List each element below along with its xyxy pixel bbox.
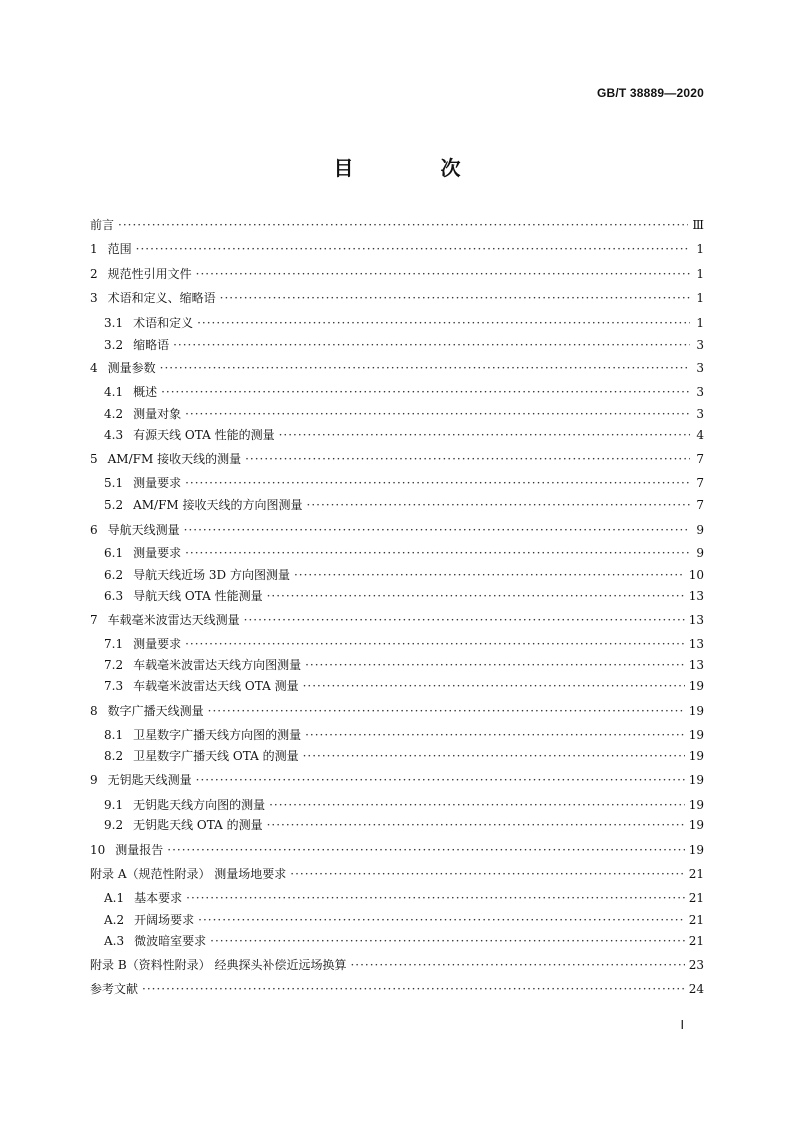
toc-entry-page: 21 — [688, 867, 704, 881]
toc-leader-dots — [167, 840, 684, 860]
toc-entry[interactable] — [90, 288, 704, 308]
toc-leader-dots — [305, 655, 685, 675]
toc-entry[interactable] — [104, 335, 704, 355]
toc-entry[interactable] — [90, 840, 704, 860]
toc-leader-dots — [173, 335, 690, 355]
toc-entry-page: 7 — [696, 476, 704, 490]
toc-entry-page: 1 — [696, 242, 704, 256]
toc-leader-dots — [197, 313, 690, 333]
toc-entry-label: 导航天线 OTA 性能测量 — [133, 589, 263, 603]
toc-entry-label: 微波暗室要求 — [134, 934, 207, 948]
toc-leader-dots — [185, 473, 690, 493]
toc-entry-label: 无钥匙天线测量 — [107, 773, 192, 787]
toc-leader-dots — [186, 888, 685, 908]
toc-leader-dots — [267, 815, 685, 835]
toc-entry-label: 卫星数字广播天线方向图的测量 — [133, 728, 302, 742]
toc-entry-page: 24 — [688, 982, 704, 996]
toc-entry-label: 基本要求 — [134, 891, 183, 905]
toc-entry-label: 测量要求 — [133, 546, 182, 560]
toc-entry-label: 有源天线 OTA 性能的测量 — [133, 428, 275, 442]
toc-entry-label: AM/FM 接收天线的测量 — [107, 452, 242, 466]
toc-leader-dots — [303, 746, 685, 766]
toc-entry-label: 测量参数 — [107, 361, 156, 375]
toc-leader-dots — [184, 520, 690, 540]
toc-entry[interactable] — [104, 543, 704, 563]
toc-leader-dots — [118, 215, 688, 235]
toc-entry-number: A.1 — [104, 891, 125, 905]
toc-leader-dots — [160, 358, 690, 378]
toc-entry-label: 卫星数字广播天线 OTA 的测量 — [133, 749, 299, 763]
toc-entry-page: 7 — [696, 498, 704, 512]
toc-entry-number: 5 — [90, 452, 98, 466]
toc-leader-dots — [196, 264, 690, 284]
toc-entry[interactable] — [104, 655, 704, 675]
toc-entry-label: 范围 — [107, 242, 132, 256]
toc-entry-number: 8.1 — [104, 728, 124, 742]
toc-entry-page: 21 — [688, 913, 704, 927]
toc-entry-number: 6.3 — [104, 589, 124, 603]
toc-entry-label: 缩略语 — [133, 338, 170, 352]
toc-entry[interactable] — [104, 404, 704, 424]
toc-entry-page: 19 — [688, 843, 704, 857]
toc-title: 目 次 — [333, 156, 501, 180]
toc-entry-number: 4.3 — [104, 428, 124, 442]
toc-entry-number: 2 — [90, 267, 98, 281]
toc-entry-number: 7 — [90, 613, 98, 627]
toc-entry-label: 前言 — [90, 218, 115, 232]
toc-entry-number: 9.1 — [104, 798, 124, 812]
toc-entry[interactable] — [104, 910, 704, 930]
toc-entry[interactable] — [104, 382, 704, 402]
toc-leader-dots — [185, 543, 690, 563]
toc-leader-dots — [161, 382, 690, 402]
toc-entry-number: 1 — [90, 242, 98, 256]
toc-leader-dots — [136, 239, 690, 259]
toc-entry[interactable] — [90, 979, 704, 999]
toc-entry-page: 13 — [688, 637, 704, 651]
toc-entry-number: 3.1 — [104, 316, 124, 330]
toc-entry-page: 19 — [688, 773, 704, 787]
toc-entry-label: 导航天线测量 — [107, 523, 180, 537]
toc-entry-page: 3 — [696, 338, 704, 352]
toc-entry-number: A.3 — [104, 934, 125, 948]
toc-leader-dots — [220, 288, 690, 308]
standard-code: GB/T 38889—2020 — [596, 86, 704, 100]
toc-entry-number: 9 — [90, 773, 98, 787]
toc-leader-dots — [269, 795, 685, 815]
toc-entry-page: 19 — [688, 798, 704, 812]
toc-leader-dots — [303, 676, 685, 696]
toc-entry-label: 数字广播天线测量 — [107, 704, 204, 718]
toc-entry[interactable] — [104, 425, 704, 445]
toc-entry-label: 测量要求 — [133, 476, 182, 490]
toc-entry[interactable] — [104, 473, 704, 493]
toc-entry-label: 测量对象 — [133, 407, 182, 421]
toc-entry[interactable] — [104, 746, 704, 766]
toc-leader-dots — [142, 979, 685, 999]
toc-entry-label: 车载毫米波雷达天线 OTA 测量 — [133, 679, 299, 693]
toc-entry-page: 19 — [688, 728, 704, 742]
toc-entry-number: 6.2 — [104, 568, 124, 582]
toc-entry-page: 23 — [688, 958, 704, 972]
toc-entry-label: 参考文献 — [90, 982, 139, 996]
toc-leader-dots — [208, 701, 685, 721]
toc-entry-number: 6.1 — [104, 546, 124, 560]
toc-entry[interactable] — [90, 610, 704, 630]
toc-entry-page: 19 — [688, 749, 704, 763]
toc-entry-label: 车载毫米波雷达天线测量 — [107, 613, 240, 627]
toc-entry[interactable] — [90, 449, 704, 469]
toc-entry-label: 测量要求 — [133, 637, 182, 651]
toc-entry[interactable] — [104, 634, 704, 654]
toc-entry-page: 3 — [696, 361, 704, 375]
toc-leader-dots — [294, 565, 685, 585]
toc-entry-page: 7 — [696, 452, 704, 466]
toc-entry-number: 6 — [90, 523, 98, 537]
toc-leader-dots — [198, 910, 685, 930]
toc-leader-dots — [290, 864, 684, 884]
toc-entry-label: 规范性引用文件 — [107, 267, 192, 281]
toc-entry-label: 无钥匙天线方向图的测量 — [133, 798, 266, 812]
toc-entry-page: 3 — [696, 385, 704, 399]
toc-leader-dots — [196, 770, 685, 790]
toc-entry-number: 4.1 — [104, 385, 124, 399]
toc-entry-number: 8.2 — [104, 749, 124, 763]
toc-entry[interactable] — [90, 955, 704, 975]
toc-entry-number: 4.2 — [104, 407, 124, 421]
toc-leader-dots — [185, 404, 690, 424]
toc-entry[interactable] — [90, 215, 704, 235]
toc-entry[interactable] — [104, 565, 704, 585]
toc-entry-number: 5.2 — [104, 498, 124, 512]
toc-entry[interactable] — [90, 770, 704, 790]
toc-entry-number: 3.2 — [104, 338, 124, 352]
toc-leader-dots — [307, 495, 690, 515]
toc-entry-page: 19 — [688, 679, 704, 693]
toc-entry-label: 导航天线近场 3D 方向图测量 — [133, 568, 290, 582]
toc-entry[interactable] — [104, 676, 704, 696]
toc-entry-number: 7.2 — [104, 658, 124, 672]
toc-entry[interactable] — [104, 931, 704, 951]
toc-leader-dots — [185, 634, 685, 654]
toc-entry-number: 10 — [90, 843, 106, 857]
toc-entry-label: 附录 A（规范性附录） 测量场地要求 — [90, 867, 287, 881]
toc-entry-page: 1 — [696, 316, 704, 330]
toc-entry-label: 开阔场要求 — [134, 913, 195, 927]
toc-entry-page: 4 — [696, 428, 704, 442]
toc-entry-number: 7.3 — [104, 679, 124, 693]
toc-entry[interactable] — [104, 888, 704, 908]
page-folio: Ⅰ — [680, 1018, 684, 1032]
toc-entry-page: 21 — [688, 891, 704, 905]
toc-entry-label: 无钥匙天线 OTA 的测量 — [133, 818, 263, 832]
toc-entry-number: 8 — [90, 704, 98, 718]
toc-entry-number: A.2 — [104, 913, 125, 927]
toc-entry-page: 1 — [696, 267, 704, 281]
toc-leader-dots — [350, 955, 684, 975]
toc-entry-page: 21 — [688, 934, 704, 948]
toc-entry[interactable] — [90, 520, 704, 540]
toc-entry-label: AM/FM 接收天线的方向图测量 — [133, 498, 303, 512]
toc-entry-number: 4 — [90, 361, 98, 375]
toc-entry-label: 附录 B（资料性附录） 经典探头补偿近远场换算 — [90, 958, 347, 972]
toc-entry-label: 术语和定义、缩略语 — [107, 291, 216, 305]
toc-entry-page: 13 — [688, 613, 704, 627]
toc-entry[interactable] — [104, 725, 704, 745]
toc-entry-number: 9.2 — [104, 818, 124, 832]
toc-entry-page: 9 — [696, 546, 704, 560]
toc-entry[interactable] — [104, 495, 704, 515]
toc-entry-number: 3 — [90, 291, 98, 305]
toc-entry-page: 19 — [688, 818, 704, 832]
toc-entry-page: 13 — [688, 658, 704, 672]
toc-entry[interactable] — [104, 815, 704, 835]
toc-entry[interactable] — [90, 239, 704, 259]
toc-entry[interactable] — [90, 264, 704, 284]
toc-entry[interactable] — [90, 701, 704, 721]
toc-entry-number: 7.1 — [104, 637, 124, 651]
toc-entry[interactable] — [104, 313, 704, 333]
toc-entry-page: 1 — [696, 291, 704, 305]
toc-entry-page: 3 — [696, 407, 704, 421]
toc-leader-dots — [279, 425, 690, 445]
toc-entry-page: 19 — [688, 704, 704, 718]
toc-entry[interactable] — [90, 864, 704, 884]
toc-entry[interactable] — [104, 795, 704, 815]
toc-entry-page: Ⅲ — [692, 218, 704, 232]
toc-entry-number: 5.1 — [104, 476, 124, 490]
toc-leader-dots — [210, 931, 685, 951]
toc-entry-page: 10 — [688, 568, 704, 582]
toc-entry-page: 13 — [688, 589, 704, 603]
toc-leader-dots — [267, 586, 685, 606]
toc-entry-label: 车载毫米波雷达天线方向图测量 — [133, 658, 302, 672]
toc-entry[interactable] — [90, 358, 704, 378]
toc-leader-dots — [305, 725, 685, 745]
toc-entry-page: 9 — [696, 523, 704, 537]
toc-entry[interactable] — [104, 586, 704, 606]
toc-leader-dots — [244, 610, 685, 630]
toc-entry-label: 测量报告 — [115, 843, 164, 857]
toc-entry-label: 概述 — [133, 385, 158, 399]
toc-leader-dots — [245, 449, 690, 469]
toc-entry-label: 术语和定义 — [133, 316, 194, 330]
